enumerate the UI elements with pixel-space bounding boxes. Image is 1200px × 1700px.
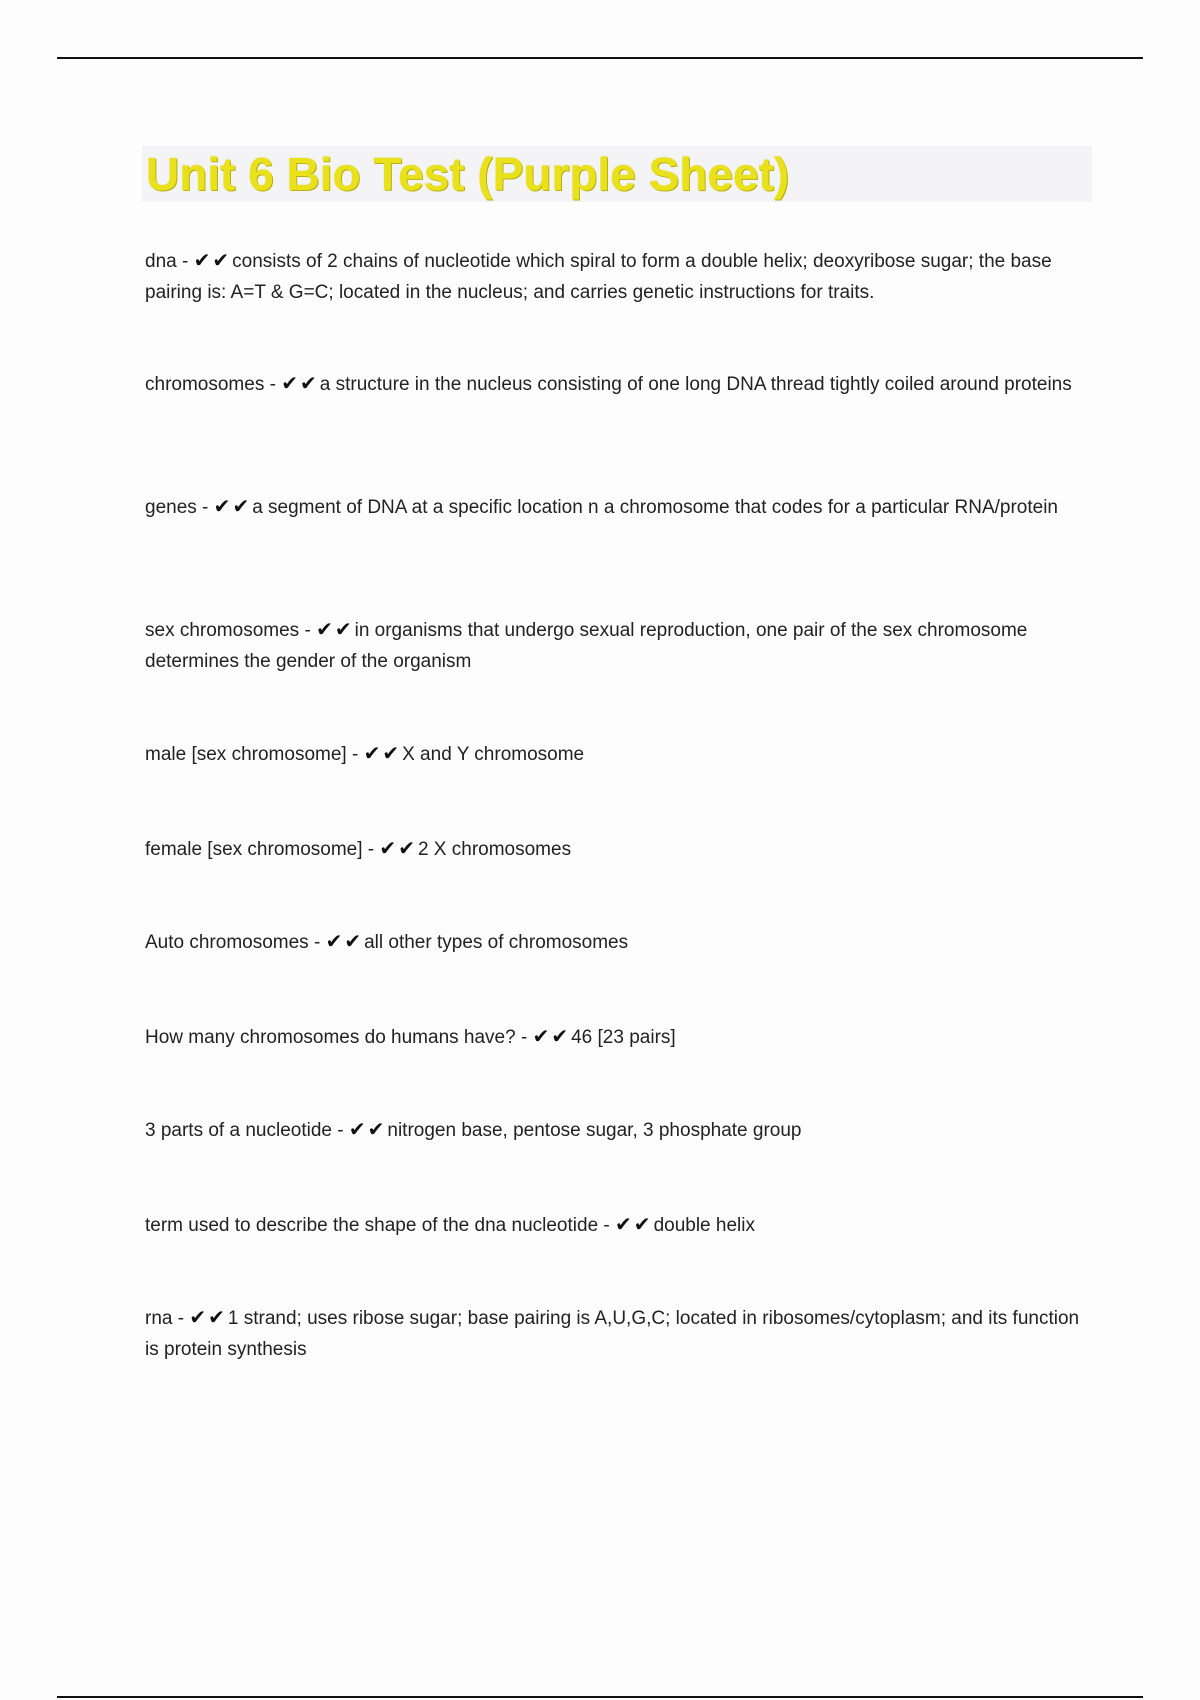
entry-rna [145, 1302, 1095, 1365]
check-icon: ✔ [325, 929, 343, 953]
entry-separator: - [362, 839, 380, 860]
entry-term: rna [145, 1308, 173, 1329]
check-icon: ✔ [212, 248, 230, 272]
entry-dna-shape [145, 1209, 1095, 1241]
check-icon: ✔ [379, 836, 397, 860]
check-icon: ✔ [334, 617, 352, 641]
check-icon: ✔ [398, 836, 415, 860]
check-icon: ✔ [344, 929, 362, 953]
check-icon: ✔ [316, 617, 333, 641]
entry-separator: - [331, 1120, 349, 1141]
entry-separator: - [308, 932, 326, 953]
entry-term: female [sex chromosome] [145, 839, 363, 860]
entry-separator: - [196, 497, 214, 518]
entry-separator: - [346, 744, 364, 765]
entry-human-chromosome-count [145, 1021, 1095, 1053]
page-title: Unit 6 Bio Test (Purple Sheet) [146, 148, 790, 200]
top-rule [57, 57, 1143, 59]
entry-term: sex chromosomes [145, 620, 300, 641]
entry-separator: - [264, 374, 282, 395]
entry-term: How many chromosomes do humans have? [145, 1027, 516, 1048]
entry-auto-chromosomes [145, 926, 1095, 958]
entry-definition: 1 strand; uses ribose sugar; base pairing is A,U,G,C; located in ribosomes/cytoplasm; and its function is protein synthesis [145, 1308, 1080, 1360]
entry-term: genes [145, 497, 197, 518]
check-icon: ✔ [551, 1024, 569, 1048]
check-icon: ✔ [348, 1117, 366, 1141]
check-icon: ✔ [189, 1305, 207, 1329]
entry-definition: a segment of DNA at a specific location n a chromosome that codes for a particular RNA/protein [252, 497, 1058, 518]
entry-separator: - [515, 1027, 533, 1048]
entry-definition: double helix [653, 1215, 755, 1236]
entry-sex-chromosomes [145, 614, 1095, 677]
check-icon: ✔ [363, 741, 381, 765]
check-icon: ✔ [281, 371, 298, 395]
check-icon: ✔ [208, 1305, 225, 1329]
entry-definition: 46 [23 pairs] [571, 1027, 676, 1048]
entry-definition: a structure in the nucleus consisting of one long DNA thread tightly coiled around proteins [319, 374, 1072, 395]
entry-nucleotide-parts [145, 1114, 1095, 1146]
entry-definition: nitrogen base, pentose sugar, 3 phosphate group [387, 1120, 802, 1141]
entry-separator: - [299, 620, 317, 641]
entry-term: Auto chromosomes [145, 932, 309, 953]
entry-separator: - [172, 1308, 190, 1329]
check-icon: ✔ [193, 248, 211, 272]
entry-definition: all other types of chromosomes [364, 932, 629, 953]
entry-definition: 2 X chromosomes [417, 839, 572, 860]
entry-male-sex-chromosome [145, 738, 1095, 770]
entry-term: 3 parts of a nucleotide [145, 1120, 332, 1141]
entry-term: dna [145, 251, 177, 272]
check-icon: ✔ [232, 494, 250, 518]
check-icon: ✔ [532, 1024, 550, 1048]
entry-term: chromosomes [145, 374, 265, 395]
entry-definition: consists of 2 chains of nucleotide which spiral to form a double helix; deoxyribose sugar; the base pairing is: A=T & G=C; located in the nucleus; and carries genetic instructions for traits. [145, 251, 1052, 303]
entry-term: male [sex chromosome] [145, 744, 347, 765]
check-icon: ✔ [382, 741, 400, 765]
check-icon: ✔ [615, 1212, 632, 1236]
check-icon: ✔ [213, 494, 231, 518]
entry-definition: X and Y chromosome [402, 744, 585, 765]
entry-separator: - [598, 1215, 616, 1236]
entry-dna [145, 245, 1095, 308]
bottom-rule [57, 1696, 1143, 1698]
check-icon: ✔ [299, 371, 317, 395]
entry-term: term used to describe the shape of the dna nucleotide [145, 1215, 599, 1236]
entry-genes [145, 491, 1095, 523]
entry-separator: - [176, 251, 194, 272]
check-icon: ✔ [633, 1212, 651, 1236]
entry-chromosomes [145, 368, 1095, 400]
check-icon: ✔ [367, 1117, 385, 1141]
entry-definition: in organisms that undergo sexual reproduction, one pair of the sex chromosome determines the gender of the organism [145, 620, 1028, 672]
entry-female-sex-chromosome [145, 833, 1095, 865]
